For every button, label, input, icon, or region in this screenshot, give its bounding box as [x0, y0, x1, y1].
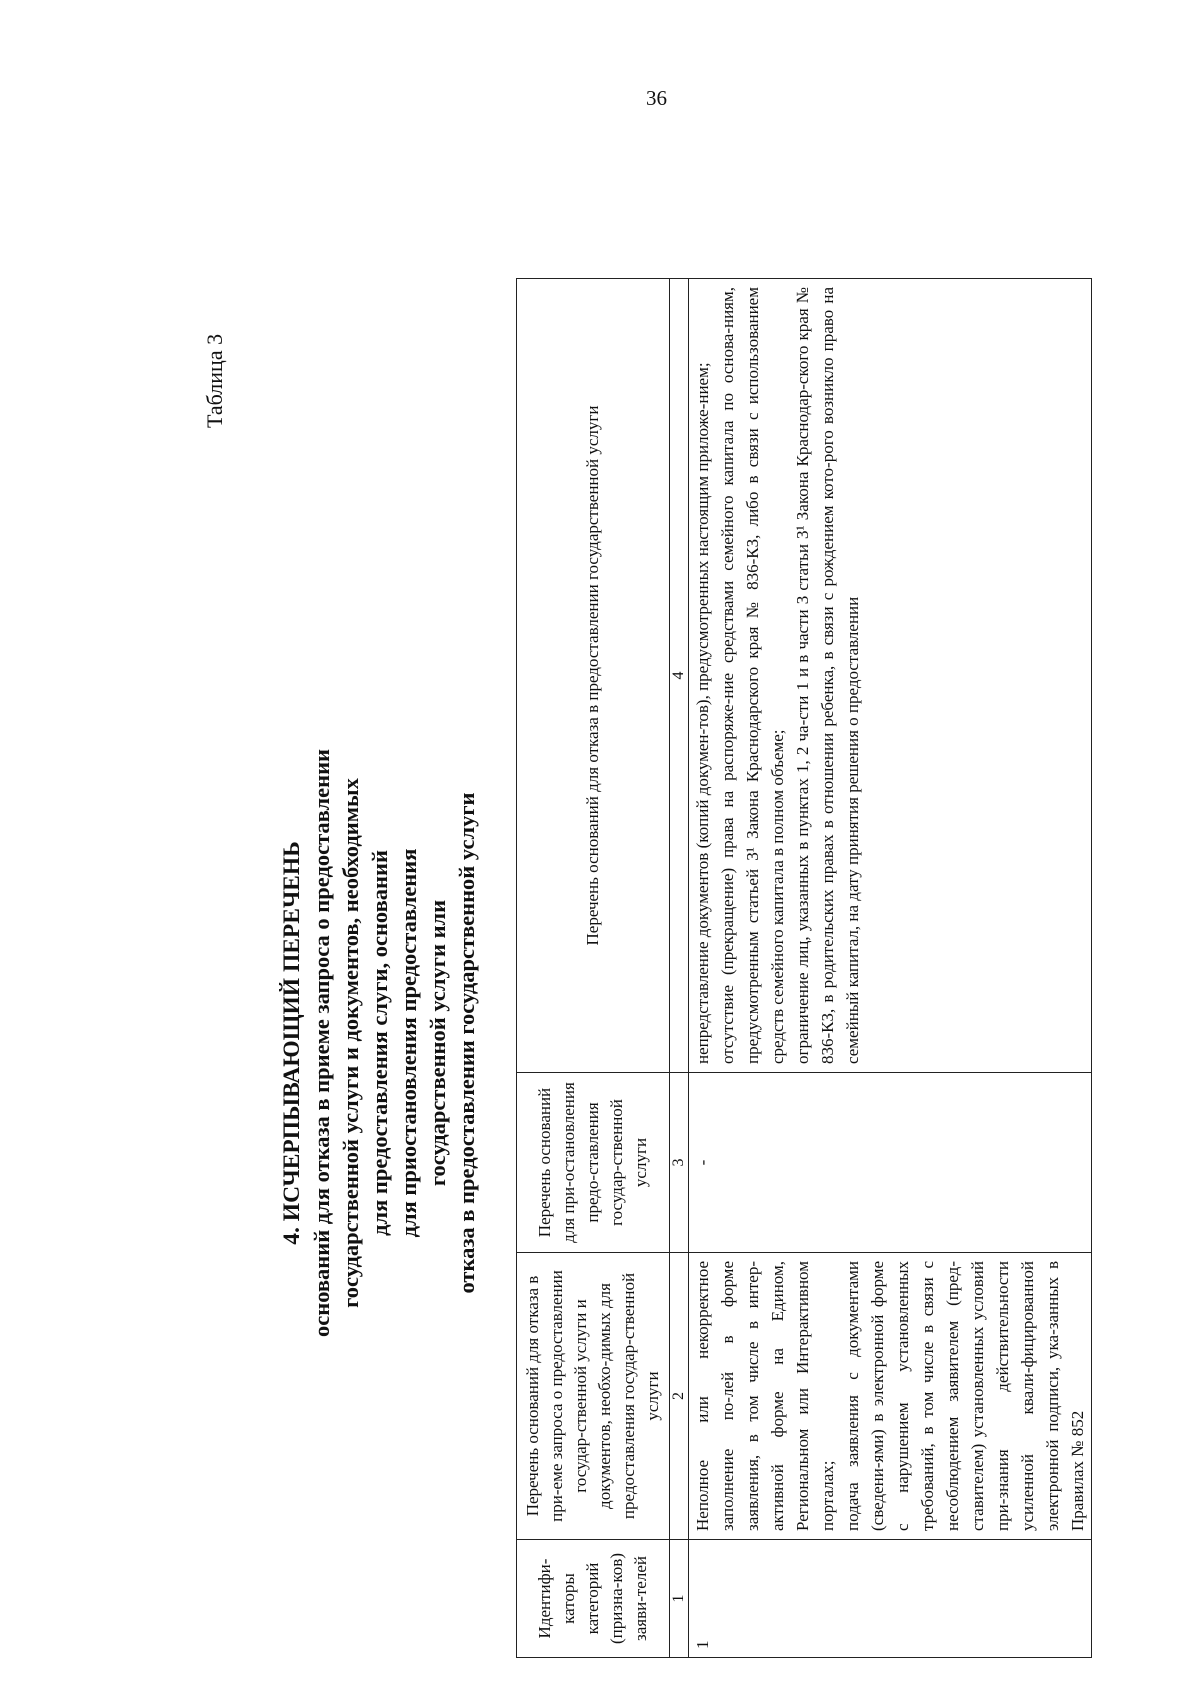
- refuse-accept-cell: [689, 1253, 1092, 1540]
- ground-item: ограничение лиц, указанных в пунктах 1, 2 ча-сти 1 и в части 3 статьи 3¹ Закона Краснодар-ского края № 836-КЗ, в родительских правах в отношении ребенка, в связи с рождением кото-рого возникло право на семейный капитал, на дату принятия решения о предоставлении: [793, 287, 862, 1064]
- column-number: 2: [670, 1253, 689, 1540]
- grounds-table: [516, 278, 1092, 1658]
- header-refuse-provide: Перечень оснований для отказа в предоставлении государственной услуги: [517, 279, 670, 1073]
- header-applicant-categories: Идентифи-каторы категорий (призна-ков) заяви-телей: [517, 1540, 670, 1658]
- ground-item: подача заявления с документами (сведени-ями) в электронной форме с нарушением установленных требований, в том числе в связи с несоблюдением заявителем (пред-ставителем) установленных условий при-знания действительности усиленной квали-фицированной электронной подписи, ука-занных в Правилах № 852: [843, 1261, 1087, 1531]
- row-id-cell: 1: [689, 1540, 1092, 1658]
- header-suspend: Перечень оснований для при-остановления предо-ставления государ-ственной услуги: [517, 1073, 670, 1253]
- page-number: 36: [646, 86, 667, 110]
- rotated-page-content: [202, 278, 1120, 1658]
- ground-item: непредставление документов (копий докумен-тов), предусмотренных настоящим приложе-нием;: [693, 362, 712, 1064]
- heading-line: для предоставления слуги, оснований: [367, 850, 392, 1236]
- section-heading: [278, 428, 481, 1658]
- heading-line: государственной услуги или: [425, 899, 450, 1187]
- column-number: 1: [670, 1540, 689, 1658]
- refuse-provide-cell: [689, 279, 1092, 1073]
- table-header-row: [517, 279, 670, 1658]
- suspend-cell: -: [689, 1073, 1092, 1253]
- table-caption: Таблица 3: [202, 333, 227, 428]
- column-number: 3: [670, 1073, 689, 1253]
- column-number: 4: [670, 279, 689, 1073]
- header-refuse-accept: Перечень оснований для отказа в при-еме запроса о предоставлении государ-ственной услуги и документов, необхо-димых для предоставления государ-ственной услуги: [517, 1253, 670, 1540]
- heading-line: государственной услуги и документов, необходимых: [338, 778, 363, 1308]
- heading-line: отказа в предоставлении государственной услуги: [454, 792, 479, 1294]
- table-row: [689, 279, 1092, 1658]
- column-number-row: [670, 279, 689, 1658]
- ground-item: Неполное или некорректное заполнение по-лей в форме заявления, в том числе в интер-активной форме на Едином, Региональном или Интерактивном порталах;: [693, 1261, 837, 1531]
- heading-title: 4. ИСЧЕРПЫВАЮЩИЙ ПЕРЕЧЕНЬ: [279, 841, 305, 1245]
- ground-item: отсутствие (прекращение) права на распоряже-ние средствами семейного капитала по основа-ниям, предусмотренным статьей 3¹ Закона Краснодарского края № 836-КЗ, либо в связи с использованием средств семейного капитала в полном объеме;: [718, 287, 787, 1064]
- heading-line: для приостановления предоставления: [396, 848, 421, 1238]
- heading-line: оснований для отказа в приеме запроса о предоставлении: [309, 749, 334, 1337]
